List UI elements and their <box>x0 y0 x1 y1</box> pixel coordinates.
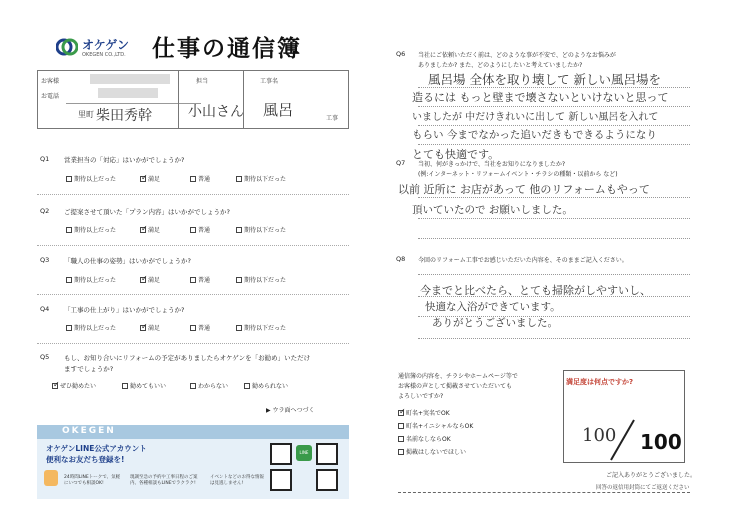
publish-option[interactable]: 町名+イニシャルならOK <box>398 421 473 430</box>
banner-line1: オケゲンLINE公式アカウント <box>46 444 147 453</box>
checkbox[interactable] <box>398 449 404 455</box>
option[interactable]: 期待以下だった <box>236 225 286 234</box>
option[interactable]: 期待以上だった <box>66 225 116 234</box>
option[interactable]: ✓ ぜひ勧めたい <box>52 381 96 390</box>
banner-note1: 24時間LINEトークで、気軽にいつでも相談OK! <box>64 475 121 486</box>
staff-label: 担当 <box>196 78 209 85</box>
question-text: 営業担当の「対応」はいかがでしょうか? <box>64 156 185 164</box>
answer-line <box>418 125 690 126</box>
checkbox[interactable] <box>236 277 242 283</box>
option[interactable]: ✓ 満足 <box>140 275 160 284</box>
question-number: Q5 <box>40 353 50 361</box>
option[interactable]: ✓ 満足 <box>140 323 160 332</box>
question-number: Q4 <box>40 305 50 313</box>
question-text: もし、お知り合いにリフォームの予定がありましたらオケゲンを「お勧め」いただけ <box>64 354 311 362</box>
redacted-block <box>90 74 170 84</box>
option[interactable]: 勧められない <box>244 381 288 390</box>
divider <box>66 103 201 104</box>
page-title: 仕事の通信簿 <box>152 36 302 62</box>
qr-code-icon[interactable] <box>270 469 292 491</box>
name-label: お客様 <box>41 78 60 85</box>
publish-question: よろしいですか? <box>398 393 444 400</box>
option[interactable]: 期待以下だった <box>236 174 286 183</box>
checkbox[interactable] <box>190 277 196 283</box>
checkbox[interactable] <box>190 176 196 182</box>
option[interactable]: 普通 <box>190 323 210 332</box>
staff-name: 小山さん <box>188 104 244 120</box>
option[interactable]: 期待以下だった <box>236 275 286 284</box>
checkbox[interactable] <box>190 227 196 233</box>
divider <box>37 245 349 246</box>
checkbox[interactable] <box>190 383 196 389</box>
qr-code-icon[interactable] <box>270 443 292 465</box>
question-text: 当初、何がきっかけで、当社をお知りになりましたか? <box>418 161 566 168</box>
checkbox[interactable] <box>398 423 404 429</box>
option[interactable]: 期待以上だった <box>66 174 116 183</box>
option[interactable]: 普通 <box>190 174 210 183</box>
q6-answer-line: とても快適です。 <box>412 148 500 161</box>
question-text: 「工事の仕上がり」はいかがでしょうか? <box>64 306 185 314</box>
banner-brand: OKEGEN <box>62 426 116 436</box>
checkbox[interactable] <box>398 436 404 442</box>
answer-line <box>418 274 690 275</box>
cut-line <box>398 492 690 493</box>
line-app-icon: LINE <box>296 445 312 461</box>
option[interactable]: ✓ 満足 <box>140 174 160 183</box>
answer-line <box>418 338 690 339</box>
q6-answer-line: もらい 今までなかった追いだきもできるようになり <box>412 129 657 141</box>
turn-page-note: ▶ ウラ面へつづく <box>266 407 315 414</box>
qr-code-icon[interactable] <box>316 443 338 465</box>
town-value: 里町 <box>78 110 94 119</box>
checkbox[interactable] <box>66 227 72 233</box>
customer-info-box <box>37 70 349 129</box>
answer-line <box>418 218 690 219</box>
publish-option[interactable]: ✓ 町名+実名でOK <box>398 408 450 417</box>
q8-answer-line: 快適な入浴ができています。 <box>425 301 561 313</box>
option[interactable]: ✓ 満足 <box>140 225 160 234</box>
qr-code-icon[interactable] <box>316 469 338 491</box>
publish-option[interactable]: 掲載はしないでほしい <box>398 447 466 456</box>
hand-icon <box>44 470 58 486</box>
checkbox[interactable] <box>190 325 196 331</box>
phone-label: お電話 <box>41 93 60 100</box>
question-text: 今回のリフォーム工事でお感じいただいた内容を、そのままご記入ください。 <box>418 257 628 264</box>
divider <box>178 71 179 128</box>
question-text-cont: ますでしょうか? <box>64 365 114 373</box>
publish-question: お客様の声として掲載させていただいても <box>398 383 513 390</box>
checkbox[interactable] <box>66 176 72 182</box>
option[interactable]: 普通 <box>190 275 210 284</box>
question-number: Q3 <box>40 256 50 264</box>
q8-answer-line: 今までと比べたら、とても掃除がしやすいし、 <box>420 284 651 297</box>
question-text-cont: (例:インターネット・リフォームイベント・チラシの種類・以前から など) <box>418 171 618 178</box>
score-slash <box>608 418 636 462</box>
question-number: Q8 <box>396 255 406 263</box>
answer-line <box>418 106 690 107</box>
option[interactable]: 普通 <box>190 225 210 234</box>
divider <box>37 194 349 195</box>
checkbox[interactable] <box>236 227 242 233</box>
answer-line <box>418 238 690 239</box>
q6-answer-line: 造るには もっと壁まで壊さないといけないと思って <box>412 91 669 104</box>
option[interactable]: 期待以上だった <box>66 275 116 284</box>
publish-option[interactable]: 名前なしならOK <box>398 434 451 443</box>
score-label: 満足度は何点ですか? <box>566 378 634 386</box>
q7-answer-line: 頂いていたので お願いしました。 <box>412 204 573 216</box>
option[interactable]: 期待以上だった <box>66 323 116 332</box>
work-suffix: 工事 <box>326 115 339 122</box>
question-number: Q6 <box>396 50 406 58</box>
logo-text: オケゲン <box>82 38 130 52</box>
q6-answer-line: いましたが 中だけきれいに出して 新しい風呂を入れて <box>412 112 659 123</box>
work-name: 風呂 <box>263 101 294 119</box>
checkbox-checked[interactable] <box>52 383 58 389</box>
answer-line <box>418 144 690 145</box>
publish-question: 通信簿の内容を、チラシやホームページ等で <box>398 373 518 380</box>
banner-note2: 現調至急の予約や工事日程のご案内、各種相談もLINEでラクラク! <box>130 475 198 486</box>
question-text: 当社にご依頼いただく前は、どのような事が不安で、どのようなお悩みが <box>418 52 616 59</box>
question-number: Q1 <box>40 155 50 163</box>
q8-answer-line: ありがとうございました。 <box>432 317 558 329</box>
option[interactable]: わからない <box>190 381 228 390</box>
q7-answer-line: 以前 近所に お店があって 他のリフォームもやって <box>398 183 650 196</box>
checkbox[interactable] <box>66 277 72 283</box>
score-value: 100 <box>582 425 617 446</box>
checkbox-checked[interactable] <box>398 410 404 416</box>
divider <box>37 294 349 295</box>
checkbox[interactable] <box>122 383 128 389</box>
checkbox-checked[interactable] <box>140 227 146 233</box>
banner-note3: イベントなどのお得な情報は見逃しません! <box>210 475 264 486</box>
question-number: Q7 <box>396 159 406 167</box>
checkbox-checked[interactable] <box>140 277 146 283</box>
q6-answer-line: 風呂場 全体を取り壊して 新しい風呂場を <box>428 72 661 87</box>
checkbox[interactable] <box>236 325 242 331</box>
checkbox[interactable] <box>244 383 250 389</box>
logo-icon <box>56 36 78 58</box>
checkbox[interactable] <box>236 176 242 182</box>
question-text: 「職人の仕事の姿勢」はいかがでしょうか? <box>64 257 191 265</box>
thanks-text: ご記入ありがとうございました。 <box>606 472 697 479</box>
question-text-cont: ありましたか? また、どのようにしたいと考えていましたか? <box>418 62 583 69</box>
answer-line <box>418 197 690 198</box>
checkbox[interactable] <box>66 325 72 331</box>
banner-line2: 便利なお友だち登録を! <box>46 455 125 464</box>
customer-name: 柴田秀幹 <box>96 108 152 124</box>
logo-subtext: OKEGEN CO.,LTD. <box>82 52 126 58</box>
divider <box>243 71 244 128</box>
redacted-block <box>98 88 158 98</box>
work-label: 工事名 <box>260 78 279 85</box>
checkbox-checked[interactable] <box>140 176 146 182</box>
score-max: 100 <box>640 430 682 454</box>
option[interactable]: 勧めてもいい <box>122 381 166 390</box>
footer-note: 回答の返信用封筒にてご返送ください <box>596 485 690 491</box>
question-number: Q2 <box>40 207 50 215</box>
question-text: ご提案させて頂いた「プラン内容」はいかがでしょうか? <box>64 208 230 216</box>
option[interactable]: 期待以下だった <box>236 323 286 332</box>
checkbox-checked[interactable] <box>140 325 146 331</box>
divider <box>37 343 349 344</box>
